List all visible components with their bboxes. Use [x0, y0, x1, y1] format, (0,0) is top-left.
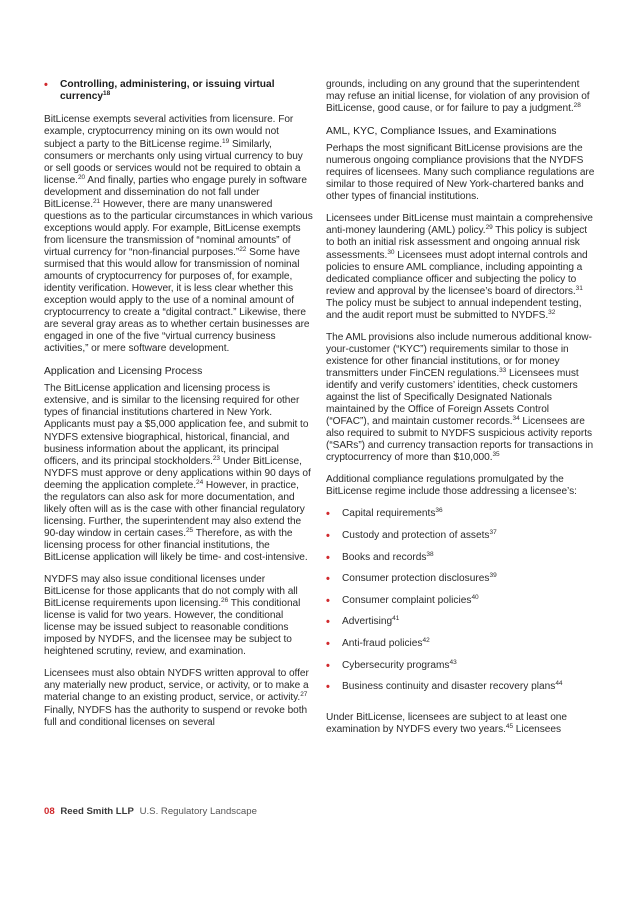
- text-run: NYDFS may also issue conditional licenses under BitLicense for those applicants that do not comply with all BitLicense requirements upon licensing.: [44, 574, 298, 610]
- list-item-label: Consumer protection disclosures: [342, 573, 490, 585]
- list-item: [326, 508, 595, 530]
- footnote-ref: 22: [239, 245, 247, 253]
- bullet-icon: •: [326, 551, 330, 564]
- right-column: [326, 79, 595, 746]
- list-item: [326, 638, 595, 660]
- page-footer: [44, 806, 257, 818]
- paragraph-additional-regulations: [326, 474, 595, 498]
- text-run: Licensees must adopt internal controls and policies to ensure AML compliance, including appointing a dedicated compliance officer and subjecting the policy to review and approval by the licensee’s board of directors.: [326, 249, 588, 297]
- text-run: The BitLicense application and licensing process is extensive, and is similar to the licensing required for other types of financial institutions chartered in New York. Applicants must pay a $5,000 application fee, and submit to NYDFS extensive biographical, historical, financial, and business information about the applicant, its principal officers, and its principal stockholders.: [44, 383, 309, 467]
- text-run: And finally, parties who engage purely in software development and dissemination do not fall under BitLicense.: [44, 174, 307, 210]
- paragraph-examinations: [326, 712, 595, 736]
- list-item: [326, 573, 595, 595]
- paragraph-conditional-licenses: [44, 574, 313, 658]
- list-item-label: Business continuity and disaster recovery plans: [342, 681, 556, 693]
- footnote-ref: 33: [499, 366, 507, 374]
- text-run: Licensees must identify and verify customers’ identities, check customers against the list of Specifically Designated Nationals maintained by the Office of Foreign Assets Control (“OFAC”), and maintain customer records.: [326, 367, 579, 428]
- footnote-ref: 19: [222, 137, 230, 145]
- footnote-ref: 32: [548, 308, 556, 316]
- text-run: The AML provisions also include numerous additional know-your-customer (“KYC”) requirements similar to those in existence for other financial institutions, or for money transmitters under FinCEN regulations.: [326, 331, 592, 379]
- text-run: However, there are many unanswered questions as to the particular circumstances in which various exceptions would apply. For example, BitLicense exempts from licensure the transmission of “nominal amounts” of virtual currency for “non-financial purposes.”: [44, 198, 313, 258]
- footnote-ref: 45: [505, 722, 514, 730]
- footnote-ref: 43: [449, 658, 457, 666]
- bullet-icon: •: [326, 594, 330, 607]
- bullet-item-virtual-currency: [44, 79, 313, 103]
- document-title: U.S. Regulatory Landscape: [139, 806, 257, 817]
- footnote-ref: 31: [575, 284, 583, 292]
- text-run: grounds, including on any ground that the superintendent may refuse an initial license, for violation of any provision of BitLicense, good cause, or for failure to pay a judgment.: [326, 79, 590, 115]
- footnote-ref: 25: [185, 526, 194, 534]
- text-run: Licensees must also obtain NYDFS written approval to offer any materially new product, service, or activity, or to make a material change to an existing product, service, or activity.: [44, 668, 309, 704]
- text-run: Additional compliance regulations promulgated by the BitLicense regime include those addressing a licensee’s:: [326, 474, 577, 498]
- text-run: Licensees are also required to submit to NYDFS suspicious activity reports (“SARs”) and currency transaction reports for transactions in cryptocurrency of more than $10,000.: [326, 416, 594, 464]
- list-item: [326, 595, 595, 617]
- footnote-ref: 37: [489, 529, 497, 536]
- bullet-icon: •: [326, 637, 330, 650]
- bullet-icon: •: [326, 616, 330, 629]
- text-run: However, in practice, the regulators can also ask for more documentation, and likely often will as is the case with other financial regulatory licensing. Further, the superintendent may also extend the 90-day window in certain cases.: [44, 479, 305, 539]
- text-run: Finally, NYDFS has the authority to suspend or revoke both full and conditional licenses on several: [44, 704, 308, 728]
- footnote-ref: 24: [196, 478, 204, 486]
- text-run: Perhaps the most significant BitLicense provisions are the numerous ongoing compliance provisions that the NYDFS requires of licensees. Many such compliance regulations are similar to those required of New York-chartered banks and other types of financial institutions.: [326, 143, 595, 203]
- list-item: [326, 530, 595, 552]
- section-heading-aml-kyc: AML, KYC, Compliance Issues, and Examinations: [326, 126, 557, 138]
- footnote-ref: 35: [492, 451, 500, 459]
- paragraph-application-process: [44, 383, 313, 564]
- firm-name: Reed Smith LLP: [60, 806, 134, 817]
- list-item: [326, 552, 595, 574]
- text-run: This conditional license is valid for two years. However, the conditional license may be issued subject to reasonable conditions imposed by NYDFS, and the licensee may be subject to heightened scrutiny, review, and examination.: [44, 598, 301, 658]
- footnote-ref: 20: [77, 173, 86, 181]
- footnote-ref: 40: [471, 593, 479, 601]
- text-run: Under BitLicense, NYDFS must approve or deny applications within 90 days of deeming the application complete.: [44, 455, 311, 491]
- footnote-ref: 30: [387, 248, 395, 256]
- list-item-label: Consumer complaint policies: [342, 594, 472, 606]
- footnote-ref: 44: [555, 680, 563, 688]
- paragraph-kyc: [326, 332, 595, 465]
- list-item: [326, 616, 595, 638]
- bullet-icon: •: [326, 681, 330, 694]
- list-item-label: Anti-fraud policies: [342, 637, 423, 649]
- section-heading-application: Application and Licensing Process: [44, 366, 203, 378]
- text-run: Similarly, consumers or merchants only using virtual currency to buy or sell goods or services would not be required to obtain a license.: [44, 138, 303, 186]
- paragraph-grounds: [326, 79, 595, 115]
- footnote-ref: 38: [426, 550, 434, 558]
- text-run: Some have surmised that this would allow for transmission of nominal amounts of cryptocurrency for purposes of, for example, identity verification. However, it is less clear whether this exception would apply to the use of a nominal amount of cryptocurrency to create a “digital contract.” Likewise, there are several gray areas as to whether certain businesses are engaged in one of the five “virtual currency business activities,” or mere software development.: [44, 246, 310, 355]
- bullet-text: Controlling, administering, or issuing virtual currency: [60, 79, 275, 103]
- left-column: [44, 79, 313, 739]
- footnote-ref: 23: [212, 454, 220, 462]
- list-item-label: Capital requirements: [342, 508, 436, 520]
- footnote-ref: 28: [573, 102, 581, 110]
- footnote-ref: 39: [489, 572, 497, 580]
- list-item-label: Custody and protection of assets: [342, 530, 490, 541]
- bullet-icon: •: [326, 508, 330, 521]
- footnote-ref: 34: [512, 415, 520, 423]
- text-run: Licensees: [513, 723, 561, 735]
- footnote-ref: 18: [103, 90, 111, 98]
- paragraph-exemptions: [44, 114, 313, 355]
- text-run: Therefore, as with the licensing process for other financial institutions, the BitLicense application will likely be time- and cost-intensive.: [44, 527, 308, 563]
- bullet-icon: •: [326, 573, 330, 586]
- text-run: The policy must be subject to annual independent testing, and the audit report must be submitted to NYDFS.: [326, 297, 582, 321]
- footnote-ref: 42: [422, 636, 430, 644]
- footnote-ref: 36: [435, 507, 443, 515]
- bullet-icon: •: [326, 659, 330, 672]
- list-item-label: Advertising: [342, 616, 393, 628]
- list-item-label: Books and records: [342, 551, 427, 563]
- list-item-label: Cybersecurity programs: [342, 659, 450, 671]
- list-item: [326, 681, 595, 703]
- footnote-ref: 41: [392, 615, 400, 623]
- footnote-ref: 21: [92, 197, 101, 205]
- paragraph-compliance-provisions: [326, 143, 595, 203]
- text-run: Under BitLicense, licensees are subject to at least one examination by NYDFS every two years.: [326, 711, 567, 735]
- text-run: Licensees under BitLicense must maintain a comprehensive anti-money laundering (AML) policy.: [326, 213, 593, 237]
- paragraph-written-approval: [44, 668, 313, 728]
- footnote-ref: 29: [485, 224, 493, 232]
- bullet-icon: •: [326, 530, 330, 542]
- footnote-ref: 27: [300, 691, 308, 699]
- compliance-list: [326, 508, 595, 702]
- text-run: This policy is subject to both an initial risk assessment and ongoing annual risk assessments.: [326, 225, 588, 261]
- paragraph-aml-policy: [326, 213, 595, 321]
- text-run: BitLicense exempts several activities from licensure. For example, cryptocurrency mining on its own would not subject a party to the BitLicense regime.: [44, 114, 294, 150]
- bullet-icon: •: [44, 79, 48, 91]
- page-number: 08: [44, 806, 55, 817]
- list-item: [326, 660, 595, 682]
- footnote-ref: 26: [221, 597, 229, 605]
